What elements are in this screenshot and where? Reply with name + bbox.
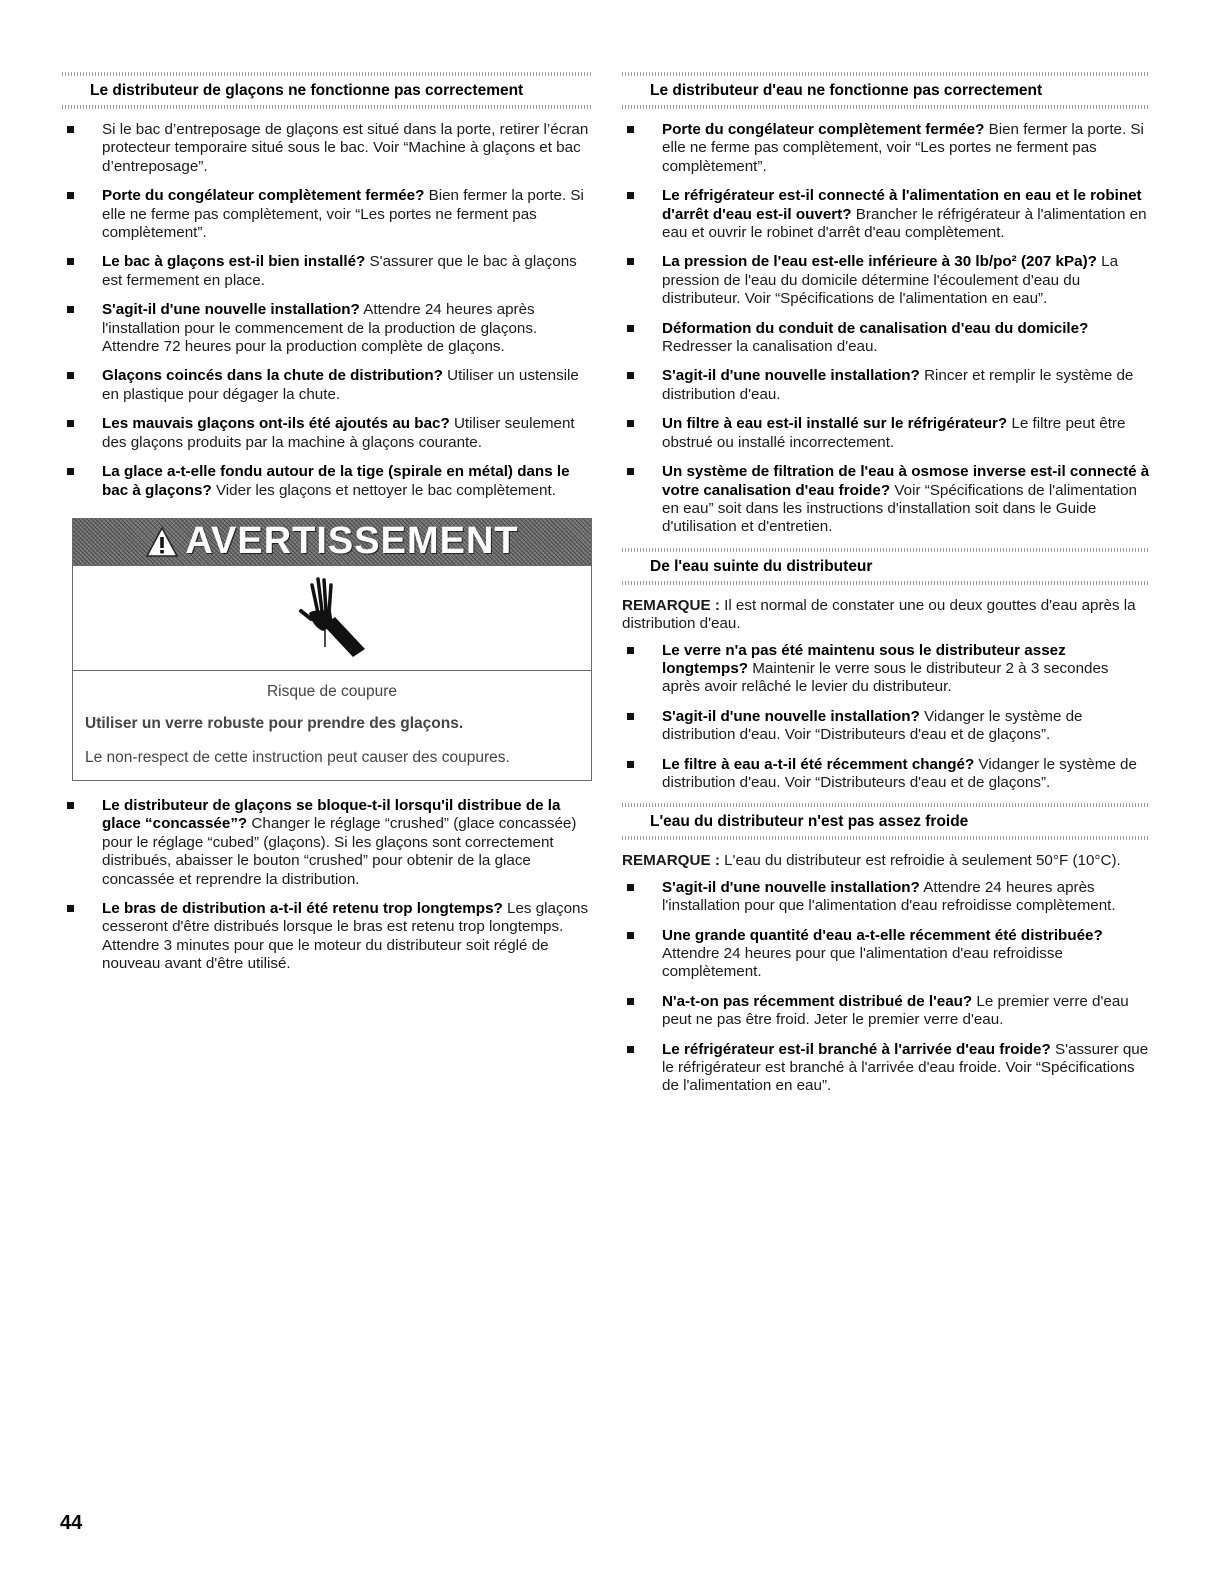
item-text: Attendre 24 heures après l'installation pour que l'alimentation d'eau refroidisse complètement. — [662, 878, 1116, 915]
list-item — [622, 463, 1150, 537]
left-item-list — [62, 121, 592, 500]
list-item — [622, 642, 1150, 697]
note-label: REMARQUE : — [622, 596, 720, 614]
item-text: Maintenir le verre sous le distributeur 2 à 3 secondes après avoir relâché le levier du distributeur. — [662, 659, 1109, 696]
item-text: Le filtre peut être obstrué ou installé incorrectement. — [662, 415, 1126, 451]
item-question: La pression de l'eau est-elle inférieure à 30 lb/po² (207 kPa)? — [662, 253, 1097, 271]
item-question: Le bac à glaçons est-il bien installé? — [102, 253, 366, 271]
bullet-icon — [627, 884, 634, 891]
warning-box — [72, 518, 592, 781]
item-text: Bien fermer la porte. Si elle ne ferme pas complètement, voir “Les portes ne ferment pas complètement”. — [662, 121, 1144, 175]
item-text: Les glaçons cesseront d'être distribués lorsque le bras est retenu trop longtemps. Attendre 3 minutes pour que le moteur du distributeur soit réglé de nouveau avant d'être utilisé. — [102, 899, 589, 973]
list-item — [622, 253, 1150, 308]
bullet-icon — [627, 372, 634, 379]
item-text: S'assurer que le réfrigérateur est branché à l'arrivée d'eau froide. Voir “Spécifications de l'alimentation en eau”. — [662, 1040, 1149, 1095]
note — [622, 597, 1150, 634]
bullet-icon — [67, 192, 74, 199]
list-item — [62, 900, 592, 974]
item-text: S'assurer que le bac à glaçons est fermement en place. — [102, 253, 577, 289]
item-question: S'agit-il d'une nouvelle installation? — [662, 707, 920, 725]
warning-line-1: Risque de coupure — [266, 682, 398, 700]
list-item — [62, 187, 592, 242]
item-text: Rincer et remplir le système de distribution d'eau. — [662, 367, 1134, 403]
left-column — [62, 72, 592, 985]
bullet-icon — [67, 306, 74, 313]
bullet-icon — [627, 932, 634, 939]
bullet-icon — [627, 1046, 634, 1053]
bullet-icon — [67, 468, 74, 475]
list-item — [622, 367, 1150, 404]
list-item — [622, 879, 1150, 916]
list-item — [622, 320, 1150, 357]
list-item — [62, 253, 592, 290]
item-question: Le filtre à eau a-t-il été récemment changé? — [662, 755, 975, 773]
bullet-icon — [627, 468, 634, 475]
item-text: Vidanger le système de distribution d'eau. Voir “Distributeurs d'eau et de glaçons”. — [662, 707, 1083, 744]
bullet-icon — [627, 325, 634, 332]
item-text: La pression de l'eau du domicile détermine l'écoulement d'eau du distributeur. Voir “Spécifications de l'alimentation en eau”. — [662, 253, 1119, 308]
bullet-icon — [627, 126, 634, 133]
bullet-icon — [627, 713, 634, 720]
section-heading — [622, 803, 1150, 840]
item-text: Le premier verre d'eau peut ne pas être froid. Jeter le premier verre d'eau. — [662, 992, 1129, 1029]
item-question: Le réfrigérateur est-il connecté à l'alimentation en eau et le robinet d'arrêt d'eau est-il ouvert? — [662, 187, 1142, 223]
item-text: Utiliser un ustensile en plastique pour dégager la chute. — [102, 367, 579, 403]
item-text: Changer le réglage “crushed” (glace concassée) pour le réglage “cubed” (glaçons). Si les glaçons sont correctement distribués, abaisser le bouton “crushed” pour obtenir de la glace concassée et reprendre la distribution. — [102, 815, 577, 888]
cut-hand-icon — [287, 573, 377, 663]
list-item — [62, 797, 592, 889]
section-heading — [62, 72, 592, 109]
section-heading-text: L'eau du distributeur n'est pas assez froide — [650, 813, 969, 831]
bullet-icon — [627, 258, 634, 265]
section-item-list — [622, 879, 1150, 1096]
list-item — [62, 301, 592, 356]
item-question: Le verre n'a pas été maintenu sous le distributeur assez longtemps? — [662, 641, 1066, 677]
item-question: Glaçons coincés dans la chute de distribution? — [102, 367, 443, 385]
item-text: Attendre 24 heures pour que l'alimentation d'eau refroidisse complètement. — [662, 945, 1063, 981]
item-question: N'a-t-on pas récemment distribué de l'eau? — [662, 992, 973, 1010]
warning-line-2: Utiliser un verre robuste pour prendre des glaçons. — [85, 714, 464, 732]
item-text: Utiliser seulement des glaçons produits par la machine à glaçons courante. — [102, 415, 575, 451]
bullet-icon — [67, 802, 74, 809]
item-question: Les mauvais glaçons ont-ils été ajoutés au bac? — [102, 415, 450, 433]
bullet-icon — [67, 905, 74, 912]
item-question: Déformation du conduit de canalisation d'eau du domicile? — [662, 319, 1089, 337]
item-question: Le distributeur de glaçons se bloque-t-il lorsqu'il distribue de la glace “concassée”? — [102, 796, 561, 833]
list-item — [622, 187, 1150, 242]
bullet-icon — [627, 420, 634, 427]
item-text: Voir “Spécifications de l'alimentation en eau” soit dans les instructions d'installation soit dans le Guide d'utilisation et d'entretien. — [662, 481, 1137, 536]
section-heading — [622, 72, 1150, 109]
section-item-list — [622, 642, 1150, 793]
item-question: S'agit-il d'une nouvelle installation? — [662, 367, 920, 385]
item-question: Le bras de distribution a-t-il été retenu trop longtemps? — [102, 899, 503, 917]
bullet-icon — [627, 647, 634, 654]
left-item-list-after — [62, 797, 592, 974]
bullet-icon — [67, 258, 74, 265]
item-question: Porte du congélateur complètement fermée? — [662, 121, 985, 138]
item-text: Attendre 24 heures après l'installation pour le commencement de la production de glaçons. Attendre 72 heures pour la production complète de glaçons. — [102, 301, 538, 356]
list-item — [622, 121, 1150, 176]
warning-triangle-icon — [145, 526, 179, 558]
list-item — [62, 415, 592, 452]
item-text: Brancher le réfrigérateur à l'alimentation en eau et ouvrir le robinet d'arrêt d'eau complètement. — [662, 205, 1147, 242]
bullet-icon — [627, 998, 634, 1005]
section-heading-text: Le distributeur d'eau ne fonctionne pas correctement — [650, 82, 1043, 99]
list-item — [62, 367, 592, 404]
item-question: Porte du congélateur complètement fermée? — [102, 187, 425, 205]
page-number: 44 — [60, 1512, 83, 1534]
list-item — [622, 993, 1150, 1030]
item-text: Si le bac d’entreposage de glaçons est situé dans la porte, retirer l’écran protecteur temporaire situé sous le bac. Voir “Machine à glaçons et bac d’entreposage”. — [102, 121, 589, 175]
item-question: Une grande quantité d'eau a-t-elle récemment été distribuée? — [662, 926, 1103, 944]
item-text: Bien fermer la porte. Si elle ne ferme pas complètement, voir “Les portes ne ferment pas complètement”. — [102, 187, 584, 242]
bullet-icon — [67, 126, 74, 133]
list-item — [622, 927, 1150, 982]
note-label: REMARQUE : — [622, 852, 720, 870]
item-question: S'agit-il d'une nouvelle installation? — [662, 878, 920, 896]
item-question: S'agit-il d'une nouvelle installation? — [102, 301, 360, 319]
list-item — [62, 463, 592, 500]
item-question: Le réfrigérateur est-il branché à l'arrivée d'eau froide? — [662, 1040, 1051, 1058]
item-text: Vider les glaçons et nettoyer le bac complètement. — [211, 481, 556, 499]
section-heading — [622, 548, 1150, 585]
list-item — [622, 756, 1150, 793]
bullet-icon — [67, 420, 74, 427]
item-text: Redresser la canalisation d'eau. — [662, 338, 878, 356]
list-item — [62, 121, 592, 176]
note — [622, 852, 1150, 870]
list-item — [622, 415, 1150, 452]
bullet-icon — [627, 761, 634, 768]
note-text: L'eau du distributeur est refroidie à seulement 50°F (10°C). — [719, 852, 1121, 870]
right-column — [622, 72, 1150, 1107]
section-item-list — [622, 121, 1150, 537]
warning-title: AVERTISSEMENT — [185, 520, 519, 563]
list-item — [622, 708, 1150, 745]
warning-line-3: Le non-respect de cette instruction peut causer des coupures. — [85, 748, 510, 766]
list-item — [622, 1041, 1150, 1096]
warning-header — [73, 519, 591, 565]
item-question: Un filtre à eau est-il installé sur le réfrigérateur? — [662, 415, 1008, 433]
section-heading-text: De l'eau suinte du distributeur — [650, 557, 873, 575]
item-text: Vidanger le système de distribution d'eau. Voir “Distributeurs d'eau et de glaçons”. — [662, 755, 1137, 791]
item-question: La glace a-t-elle fondu autour de la tige (spirale en métal) dans le bac à glaçons? — [102, 463, 570, 499]
item-question: Un système de filtration de l'eau à osmose inverse est-il connecté à votre canalisation d'eau froide? — [662, 463, 1150, 499]
bullet-icon — [67, 372, 74, 379]
section-heading-text: Le distributeur de glaçons ne fonctionne pas correctement — [90, 82, 524, 99]
note-text: Il est normal de constater une ou deux gouttes d'eau après la distribution d'eau. — [622, 596, 1136, 633]
bullet-icon — [627, 192, 634, 199]
